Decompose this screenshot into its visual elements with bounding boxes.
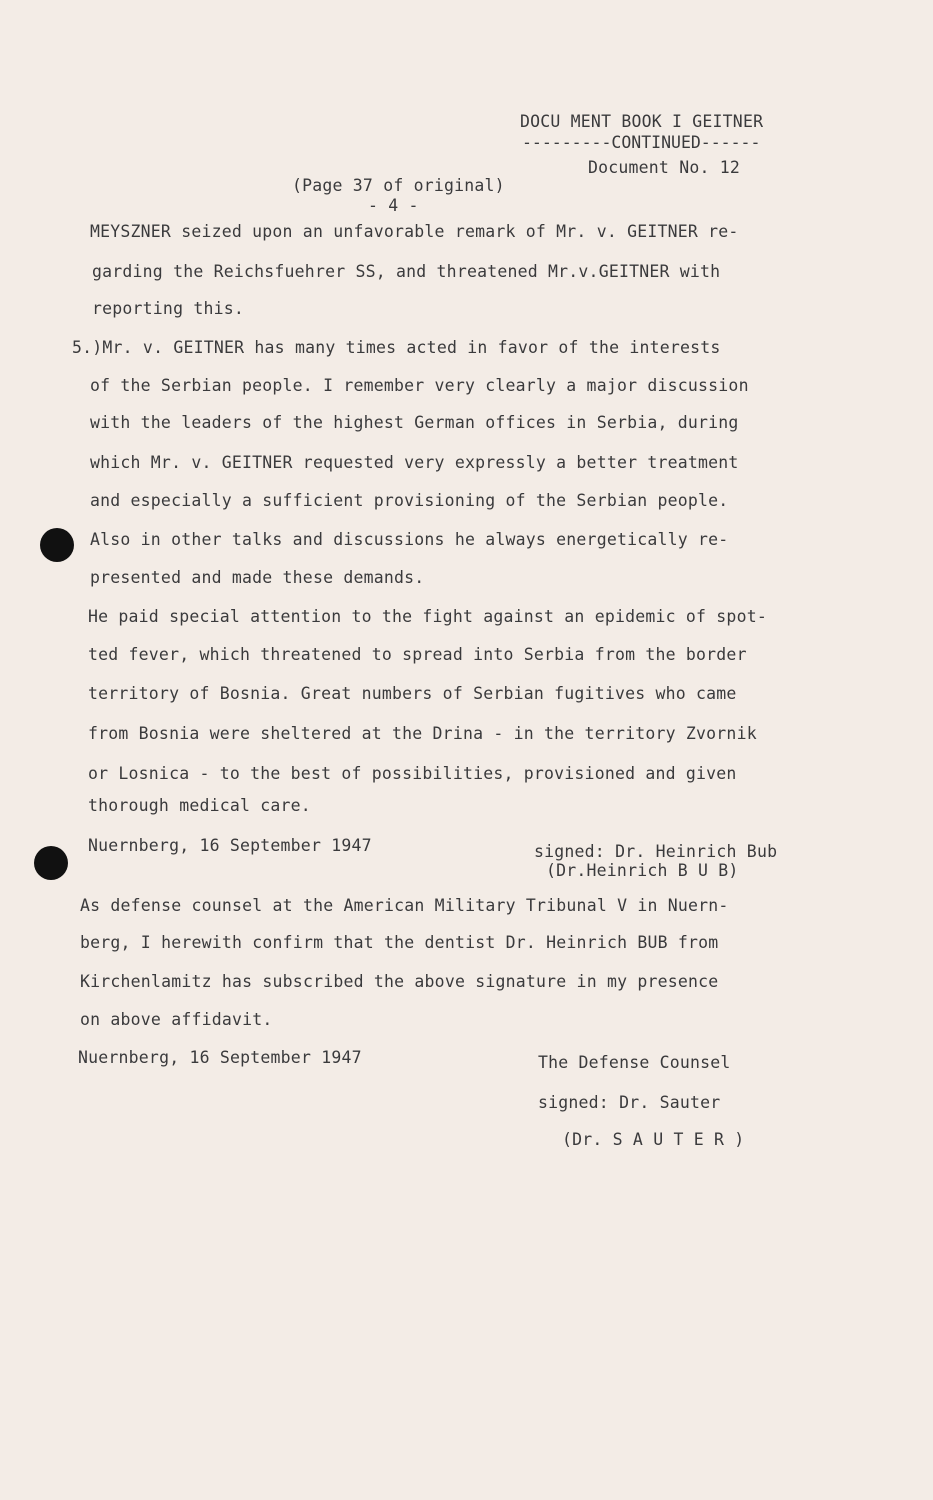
counsel-title: The Defense Counsel: [538, 1053, 731, 1072]
body-line: thorough medical care.: [88, 796, 311, 815]
page-of-original: (Page 37 of original): [292, 176, 505, 195]
body-line: ted fever, which threatened to spread into Serbia from the border: [88, 645, 747, 664]
confirmation-line: on above affidavit.: [80, 1010, 273, 1029]
body-line: which Mr. v. GEITNER requested very expressly a better treatment: [90, 453, 739, 472]
body-line: territory of Bosnia. Great numbers of Serbian fugitives who came: [88, 684, 737, 703]
body-line: presented and made these demands.: [90, 568, 425, 587]
punch-hole-bottom: [34, 846, 68, 880]
body-line: Also in other talks and discussions he always energetically re-: [90, 530, 729, 549]
signature-name: (Dr.Heinrich B U B): [546, 861, 739, 880]
signature-place-date: Nuernberg, 16 September 1947: [88, 836, 372, 855]
document-number: Document No. 12: [588, 158, 741, 177]
body-line: garding the Reichsfuehrer SS, and threatened Mr.v.GEITNER with: [92, 262, 721, 281]
body-line: with the leaders of the highest German offices in Serbia, during: [90, 413, 739, 432]
body-line: of the Serbian people. I remember very clearly a major discussion: [90, 376, 749, 395]
confirmation-line: berg, I herewith confirm that the dentist Dr. Heinrich BUB from: [80, 933, 719, 952]
confirmation-line: Kirchenlamitz has subscribed the above signature in my presence: [80, 972, 719, 991]
body-line: from Bosnia were sheltered at the Drina - in the territory Zvornik: [88, 724, 757, 743]
document-book-title: DOCU MENT BOOK I GEITNER: [520, 112, 764, 131]
punch-hole-top: [40, 528, 74, 562]
signature-signed: signed: Dr. Heinrich Bub: [534, 842, 778, 861]
counsel-signed: signed: Dr. Sauter: [538, 1093, 721, 1112]
confirmation-line: As defense counsel at the American Military Tribunal V in Nuern-: [80, 896, 729, 915]
page-number: - 4 -: [368, 196, 419, 215]
counsel-name: (Dr. S A U T E R ): [562, 1130, 745, 1149]
body-line: or Losnica - to the best of possibilities, provisioned and given: [88, 764, 737, 783]
body-line: and especially a sufficient provisioning of the Serbian people.: [90, 491, 729, 510]
body-line: He paid special attention to the fight against an epidemic of spot-: [88, 607, 767, 626]
continued-label: ---------CONTINUED------: [522, 133, 761, 152]
counsel-place-date: Nuernberg, 16 September 1947: [78, 1048, 362, 1067]
body-line: 5.)Mr. v. GEITNER has many times acted in favor of the interests: [72, 338, 721, 357]
body-line: reporting this.: [92, 299, 245, 318]
body-line: MEYSZNER seized upon an unfavorable remark of Mr. v. GEITNER re-: [90, 222, 739, 241]
